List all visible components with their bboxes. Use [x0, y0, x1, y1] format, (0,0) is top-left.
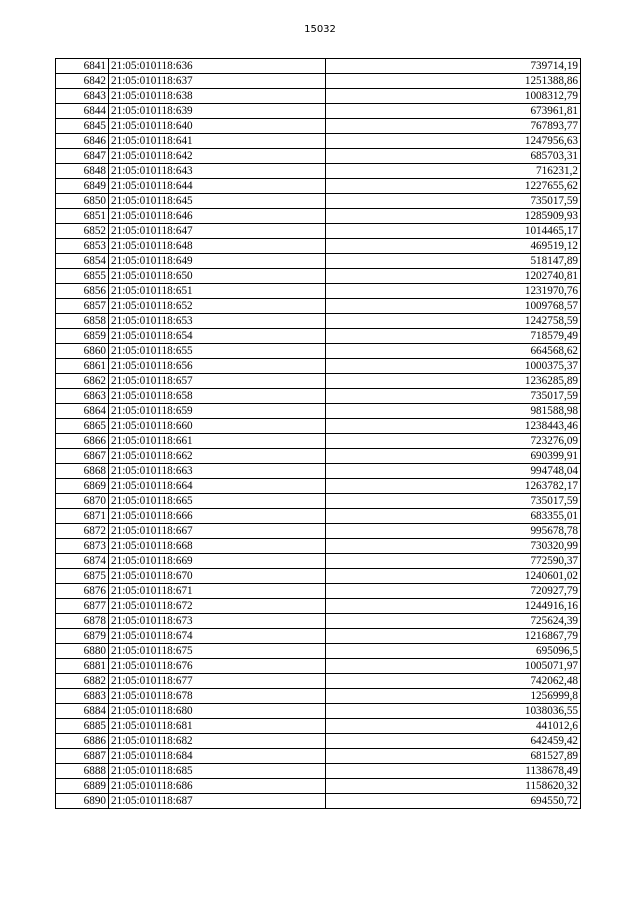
- table-row: [56, 689, 581, 704]
- cadastral-number-cell: 21:05:010118:663: [109, 464, 326, 479]
- table-row: [56, 269, 581, 284]
- cadastral-number-cell: 21:05:010118:666: [109, 509, 326, 524]
- row-number-cell: 6874: [56, 554, 109, 569]
- row-number-cell: 6866: [56, 434, 109, 449]
- cadastral-value-cell: 1242758,59: [326, 314, 581, 329]
- row-number-cell: 6843: [56, 89, 109, 104]
- table-row: [56, 104, 581, 119]
- cadastral-value-cell: 1227655,62: [326, 179, 581, 194]
- cadastral-number-cell: 21:05:010118:656: [109, 359, 326, 374]
- table-row: [56, 569, 581, 584]
- row-number-cell: 6851: [56, 209, 109, 224]
- table-row: [56, 599, 581, 614]
- table-row: [56, 359, 581, 374]
- row-number-cell: 6888: [56, 764, 109, 779]
- table-row: [56, 59, 581, 74]
- cadastral-value-cell: 683355,01: [326, 509, 581, 524]
- row-number-cell: 6867: [56, 449, 109, 464]
- cadastral-number-cell: 21:05:010118:659: [109, 404, 326, 419]
- table-row: [56, 449, 581, 464]
- cadastral-number-cell: 21:05:010118:654: [109, 329, 326, 344]
- cadastral-value-cell: 1005071,97: [326, 659, 581, 674]
- cadastral-number-cell: 21:05:010118:655: [109, 344, 326, 359]
- row-number-cell: 6885: [56, 719, 109, 734]
- cadastral-number-cell: 21:05:010118:642: [109, 149, 326, 164]
- table-row: [56, 404, 581, 419]
- cadastral-number-cell: 21:05:010118:636: [109, 59, 326, 74]
- row-number-cell: 6850: [56, 194, 109, 209]
- cadastral-value-cell: 1138678,49: [326, 764, 581, 779]
- cadastral-number-cell: 21:05:010118:669: [109, 554, 326, 569]
- cadastral-value-cell: 1216867,79: [326, 629, 581, 644]
- cadastral-number-cell: 21:05:010118:658: [109, 389, 326, 404]
- table-row: [56, 284, 581, 299]
- cadastral-number-cell: 21:05:010118:647: [109, 224, 326, 239]
- cadastral-value-cell: 716231,2: [326, 164, 581, 179]
- cadastral-value-cell: 681527,89: [326, 749, 581, 764]
- row-number-cell: 6845: [56, 119, 109, 134]
- cadastral-value-cell: 685703,31: [326, 149, 581, 164]
- cadastral-number-cell: 21:05:010118:670: [109, 569, 326, 584]
- row-number-cell: 6875: [56, 569, 109, 584]
- cadastral-value-cell: 1285909,93: [326, 209, 581, 224]
- table-row: [56, 179, 581, 194]
- row-number-cell: 6856: [56, 284, 109, 299]
- cadastral-number-cell: 21:05:010118:638: [109, 89, 326, 104]
- row-number-cell: 6873: [56, 539, 109, 554]
- cadastral-number-cell: 21:05:010118:651: [109, 284, 326, 299]
- cadastral-number-cell: 21:05:010118:667: [109, 524, 326, 539]
- cadastral-number-cell: 21:05:010118:680: [109, 704, 326, 719]
- row-number-cell: 6858: [56, 314, 109, 329]
- table-row: [56, 779, 581, 794]
- row-number-cell: 6857: [56, 299, 109, 314]
- cadastral-number-cell: 21:05:010118:649: [109, 254, 326, 269]
- row-number-cell: 6886: [56, 734, 109, 749]
- cadastral-number-cell: 21:05:010118:640: [109, 119, 326, 134]
- cadastral-number-cell: 21:05:010118:664: [109, 479, 326, 494]
- cadastral-number-cell: 21:05:010118:646: [109, 209, 326, 224]
- cadastral-value-cell: 725624,39: [326, 614, 581, 629]
- cadastral-value-cell: 1256999,8: [326, 689, 581, 704]
- cadastral-value-cell: 981588,98: [326, 404, 581, 419]
- cadastral-number-cell: 21:05:010118:662: [109, 449, 326, 464]
- cadastral-value-cell: 718579,49: [326, 329, 581, 344]
- row-number-cell: 6863: [56, 389, 109, 404]
- table-row: [56, 659, 581, 674]
- cadastral-number-cell: 21:05:010118:665: [109, 494, 326, 509]
- table-row: [56, 464, 581, 479]
- table-row: [56, 644, 581, 659]
- row-number-cell: 6879: [56, 629, 109, 644]
- cadastral-value-cell: 730320,99: [326, 539, 581, 554]
- table-row: [56, 374, 581, 389]
- row-number-cell: 6844: [56, 104, 109, 119]
- table-row: [56, 524, 581, 539]
- row-number-cell: 6876: [56, 584, 109, 599]
- table-row: [56, 314, 581, 329]
- table-row: [56, 434, 581, 449]
- table-row: [56, 389, 581, 404]
- cadastral-number-cell: 21:05:010118:645: [109, 194, 326, 209]
- row-number-cell: 6881: [56, 659, 109, 674]
- cadastral-number-cell: 21:05:010118:686: [109, 779, 326, 794]
- cadastral-value-cell: 1038036,55: [326, 704, 581, 719]
- table-row: [56, 89, 581, 104]
- cadastral-number-cell: 21:05:010118:637: [109, 74, 326, 89]
- cadastral-value-cell: 735017,59: [326, 389, 581, 404]
- table-row: [56, 584, 581, 599]
- row-number-cell: 6870: [56, 494, 109, 509]
- cadastral-value-cell: 995678,78: [326, 524, 581, 539]
- cadastral-value-cell: 673961,81: [326, 104, 581, 119]
- cadastral-number-cell: 21:05:010118:671: [109, 584, 326, 599]
- row-number-cell: 6846: [56, 134, 109, 149]
- cadastral-number-cell: 21:05:010118:644: [109, 179, 326, 194]
- cadastral-value-cell: 1238443,46: [326, 419, 581, 434]
- cadastral-number-cell: 21:05:010118:687: [109, 794, 326, 809]
- cadastral-value-cell: 1244916,16: [326, 599, 581, 614]
- cadastral-value-cell: 695096,5: [326, 644, 581, 659]
- cadastral-value-cell: 1236285,89: [326, 374, 581, 389]
- cadastral-number-cell: 21:05:010118:660: [109, 419, 326, 434]
- table-row: [56, 749, 581, 764]
- table-row: [56, 614, 581, 629]
- table-row: [56, 119, 581, 134]
- cadastral-number-cell: 21:05:010118:682: [109, 734, 326, 749]
- cadastral-number-cell: 21:05:010118:675: [109, 644, 326, 659]
- cadastral-value-cell: 664568,62: [326, 344, 581, 359]
- cadastral-number-cell: 21:05:010118:672: [109, 599, 326, 614]
- row-number-cell: 6855: [56, 269, 109, 284]
- cadastral-number-cell: 21:05:010118:650: [109, 269, 326, 284]
- cadastral-number-cell: 21:05:010118:684: [109, 749, 326, 764]
- cadastral-number-cell: 21:05:010118:643: [109, 164, 326, 179]
- cadastral-value-cell: 1202740,81: [326, 269, 581, 284]
- cadastral-number-cell: 21:05:010118:676: [109, 659, 326, 674]
- row-number-cell: 6841: [56, 59, 109, 74]
- row-number-cell: 6872: [56, 524, 109, 539]
- row-number-cell: 6859: [56, 329, 109, 344]
- table-row: [56, 704, 581, 719]
- table-row: [56, 329, 581, 344]
- row-number-cell: 6880: [56, 644, 109, 659]
- cadastral-value-cell: 690399,91: [326, 449, 581, 464]
- table-row: [56, 149, 581, 164]
- cadastral-value-cell: 1251388,86: [326, 74, 581, 89]
- table-row: [56, 344, 581, 359]
- row-number-cell: 6887: [56, 749, 109, 764]
- cadastral-value-cell: 739714,19: [326, 59, 581, 74]
- cadastral-number-cell: 21:05:010118:678: [109, 689, 326, 704]
- cadastral-number-cell: 21:05:010118:668: [109, 539, 326, 554]
- cadastral-number-cell: 21:05:010118:661: [109, 434, 326, 449]
- cadastral-value-cell: 694550,72: [326, 794, 581, 809]
- table-row: [56, 239, 581, 254]
- table-row: [56, 299, 581, 314]
- row-number-cell: 6882: [56, 674, 109, 689]
- cadastral-number-cell: 21:05:010118:681: [109, 719, 326, 734]
- table-row: [56, 539, 581, 554]
- table-row: [56, 629, 581, 644]
- table-row: [56, 494, 581, 509]
- cadastral-value-cell: 720927,79: [326, 584, 581, 599]
- cadastral-value-cell: 1158620,32: [326, 779, 581, 794]
- row-number-cell: 6865: [56, 419, 109, 434]
- cadastral-number-cell: 21:05:010118:652: [109, 299, 326, 314]
- row-number-cell: 6853: [56, 239, 109, 254]
- table-row: [56, 719, 581, 734]
- cadastral-number-cell: 21:05:010118:639: [109, 104, 326, 119]
- row-number-cell: 6842: [56, 74, 109, 89]
- table-row: [56, 194, 581, 209]
- cadastral-value-cell: 1014465,17: [326, 224, 581, 239]
- table-row: [56, 554, 581, 569]
- row-number-cell: 6854: [56, 254, 109, 269]
- table-row: [56, 209, 581, 224]
- row-number-cell: 6883: [56, 689, 109, 704]
- row-number-cell: 6861: [56, 359, 109, 374]
- row-number-cell: 6871: [56, 509, 109, 524]
- row-number-cell: 6862: [56, 374, 109, 389]
- table-body: [56, 59, 581, 809]
- cadastral-value-cell: 642459,42: [326, 734, 581, 749]
- row-number-cell: 6848: [56, 164, 109, 179]
- cadastral-value-cell: 994748,04: [326, 464, 581, 479]
- row-number-cell: 6890: [56, 794, 109, 809]
- table-row: [56, 164, 581, 179]
- table-row: [56, 479, 581, 494]
- row-number-cell: 6884: [56, 704, 109, 719]
- cadastral-value-cell: 767893,77: [326, 119, 581, 134]
- cadastral-value-cell: 772590,37: [326, 554, 581, 569]
- cadastral-number-cell: 21:05:010118:677: [109, 674, 326, 689]
- cadastral-value-cell: 1240601,02: [326, 569, 581, 584]
- cadastral-number-cell: 21:05:010118:685: [109, 764, 326, 779]
- cadastral-number-cell: 21:05:010118:673: [109, 614, 326, 629]
- cadastral-value-cell: 723276,09: [326, 434, 581, 449]
- cadastral-number-cell: 21:05:010118:648: [109, 239, 326, 254]
- page-number: 15032: [304, 24, 336, 35]
- cadastral-value-cell: 469519,12: [326, 239, 581, 254]
- cadastral-value-cell: 735017,59: [326, 194, 581, 209]
- table-row: [56, 224, 581, 239]
- cadastral-value-cell: 1000375,37: [326, 359, 581, 374]
- cadastral-value-cell: 1009768,57: [326, 299, 581, 314]
- row-number-cell: 6864: [56, 404, 109, 419]
- row-number-cell: 6877: [56, 599, 109, 614]
- table-row: [56, 764, 581, 779]
- row-number-cell: 6849: [56, 179, 109, 194]
- cadastral-value-table: [55, 58, 581, 809]
- cadastral-value-cell: 1231970,76: [326, 284, 581, 299]
- table-row: [56, 419, 581, 434]
- cadastral-value-cell: 742062,48: [326, 674, 581, 689]
- row-number-cell: 6869: [56, 479, 109, 494]
- cadastral-value-cell: 1263782,17: [326, 479, 581, 494]
- row-number-cell: 6847: [56, 149, 109, 164]
- table-row: [56, 794, 581, 809]
- row-number-cell: 6889: [56, 779, 109, 794]
- table-row: [56, 254, 581, 269]
- cadastral-value-cell: 1008312,79: [326, 89, 581, 104]
- cadastral-value-cell: 735017,59: [326, 494, 581, 509]
- cadastral-value-cell: 1247956,63: [326, 134, 581, 149]
- row-number-cell: 6878: [56, 614, 109, 629]
- row-number-cell: 6860: [56, 344, 109, 359]
- table-row: [56, 674, 581, 689]
- cadastral-value-cell: 518147,89: [326, 254, 581, 269]
- cadastral-number-cell: 21:05:010118:674: [109, 629, 326, 644]
- table-row: [56, 734, 581, 749]
- table-row: [56, 509, 581, 524]
- cadastral-number-cell: 21:05:010118:653: [109, 314, 326, 329]
- cadastral-value-cell: 441012,6: [326, 719, 581, 734]
- table-row: [56, 134, 581, 149]
- cadastral-number-cell: 21:05:010118:657: [109, 374, 326, 389]
- row-number-cell: 6868: [56, 464, 109, 479]
- row-number-cell: 6852: [56, 224, 109, 239]
- table-row: [56, 74, 581, 89]
- cadastral-number-cell: 21:05:010118:641: [109, 134, 326, 149]
